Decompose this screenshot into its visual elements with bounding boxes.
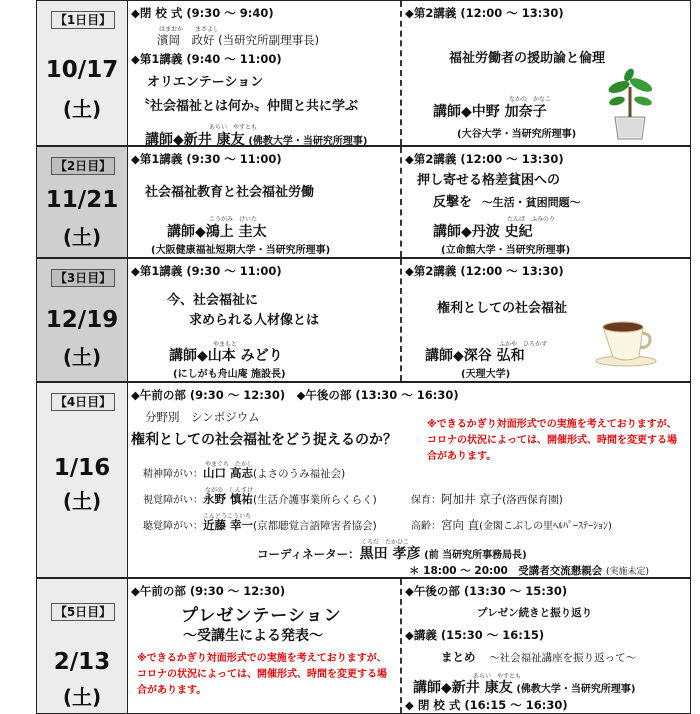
notice: ※できるかぎり対面形式での実施を考えておりますが、コロナの状況によっては、開催形式、時間を変更する場合があります。 bbox=[427, 419, 677, 462]
session-item: プレゼン続きと振り返り bbox=[477, 607, 593, 619]
lecturer-name: 新井 康友 bbox=[451, 680, 513, 696]
day-row-4 bbox=[36, 382, 691, 578]
session-time: ◆第2講義 (12:00 ～ 13:30) bbox=[405, 6, 564, 20]
session-time: ◆閉 校 式 (9:30 ～ 9:40) bbox=[131, 6, 274, 20]
panel-name: 宮向 直 bbox=[441, 518, 480, 532]
session-time: ◆第1講義 (9:30 ～ 11:00) bbox=[131, 264, 282, 278]
panelist bbox=[143, 517, 377, 533]
day-row-3 bbox=[36, 258, 691, 382]
panel-name: 阿加井 京子 bbox=[441, 492, 503, 506]
panel-org: (京都聴覚言語障害者協会) bbox=[253, 520, 377, 532]
affiliation: (佛教大学・当研究所理事) bbox=[248, 136, 368, 147]
ruby: あらい やすとも bbox=[473, 673, 522, 680]
presentation-subtitle: ～受講生による発表～ bbox=[183, 628, 323, 644]
social-time: ＊ 18:00 ～ 20:00 受講者交流懇親会 bbox=[409, 565, 603, 577]
lecturer-name: 中野 加奈子 bbox=[471, 104, 547, 120]
date-cell bbox=[37, 259, 128, 381]
lecturer-prefix: 講師◆ bbox=[433, 224, 472, 240]
lecture-title: 〝社会福祉とは何か〟仲間と共に学ぶ bbox=[137, 99, 359, 114]
date: 2/13 bbox=[53, 649, 111, 675]
panel-org: (金閣こぶしの里ﾍﾙﾊﾟｰｽﾃｰｼｮﾝ) bbox=[479, 521, 612, 532]
divider bbox=[400, 259, 402, 381]
lecturer-line bbox=[169, 345, 283, 365]
session-time: ◆第1講義 (9:30 ～ 11:00) bbox=[131, 152, 282, 166]
panel-name: 山口 高志 bbox=[203, 466, 254, 480]
ruby: あらい やすとも bbox=[209, 124, 258, 131]
panel-field: 精神障がい： bbox=[143, 469, 203, 480]
lecture-subtitle: ～生活・貧困問題～ bbox=[481, 196, 581, 209]
affiliation: (にしがも舟山庵 施設長) bbox=[173, 369, 286, 380]
ruby: はまおか bbox=[159, 26, 184, 33]
day-label: 【2日目】 bbox=[51, 157, 115, 175]
affiliation: (天理大学) bbox=[461, 369, 511, 380]
session-kind: 分野別 シンポジウム bbox=[145, 410, 260, 424]
panel-field: 高齢： bbox=[411, 521, 441, 532]
session-time: ◆講義 (15:30 ～ 16:15) bbox=[405, 628, 545, 642]
session-item bbox=[441, 649, 636, 665]
summary-title: まとめ bbox=[441, 650, 476, 664]
lecturer-line bbox=[167, 221, 267, 241]
ruby: やまぐち たかし bbox=[205, 461, 254, 468]
date: 10/17 bbox=[45, 57, 119, 83]
ruby: なかの かなこ bbox=[509, 96, 552, 103]
lecturer-name: 深谷 弘和 bbox=[463, 348, 525, 364]
affiliation: (佛教大学・当研究所理事) bbox=[516, 684, 636, 695]
panelist bbox=[143, 465, 345, 481]
panel-org: (生活介護事業所らくらく) bbox=[253, 494, 377, 506]
date-cell bbox=[37, 147, 128, 257]
weekday: (土) bbox=[62, 685, 102, 709]
date-cell bbox=[37, 1, 128, 145]
day-label: 【5日目】 bbox=[51, 603, 115, 621]
day-label: 【3日目】 bbox=[51, 269, 115, 287]
summary-subtitle: ～社会福祉講座を振り返って～ bbox=[489, 652, 637, 664]
closing-ceremony: ◆ 閉 校 式 (16:15 ～ 16:30) bbox=[405, 698, 568, 712]
lecture-title: 求められる人材像とは bbox=[189, 313, 320, 328]
ruby: たんば ふみのり bbox=[507, 216, 556, 223]
affiliation: (大谷大学・当研究所理事) bbox=[457, 129, 577, 140]
panelist bbox=[143, 491, 377, 507]
panel-name: 永野 慎祐 bbox=[203, 492, 254, 506]
lecturer-prefix: 講師◆ bbox=[413, 680, 452, 696]
lecturer-prefix: 講師◆ bbox=[145, 132, 184, 148]
day-row-1 bbox=[36, 0, 691, 146]
divider bbox=[400, 1, 402, 145]
lecture-title: 今、社会福祉に bbox=[167, 293, 259, 308]
day-label: 【4日目】 bbox=[51, 393, 115, 411]
notice: ※できるかぎり対面形式での実施を考えておりますが、コロナの状況によっては、開催形式、時間を変更する場合があります。 bbox=[137, 653, 387, 696]
social-note: (実施未定) bbox=[605, 567, 649, 577]
lecture-title: 反撃を bbox=[433, 195, 473, 210]
lecture-title: オリエンテーション bbox=[147, 75, 264, 90]
day-row-2 bbox=[36, 146, 691, 258]
lecture-title: 社会福祉教育と社会福祉労働 bbox=[145, 185, 315, 200]
affiliation: (立命館大学・当研究所理事) bbox=[441, 245, 571, 256]
social-event bbox=[409, 563, 649, 578]
weekday: (土) bbox=[62, 97, 102, 121]
ruby: こうがみ けいた bbox=[209, 216, 258, 223]
ruby: やまもと bbox=[213, 341, 238, 348]
session-time: ◆第2講義 (12:00 ～ 13:30) bbox=[405, 264, 564, 278]
plant-illustration bbox=[603, 67, 657, 141]
course-schedule bbox=[36, 0, 693, 714]
coordinator-affiliation: (前 当研究所事務局長) bbox=[424, 550, 527, 561]
divider bbox=[400, 579, 402, 713]
lecturer-line bbox=[433, 101, 547, 121]
date-cell bbox=[37, 579, 128, 713]
weekday: (土) bbox=[62, 489, 102, 513]
panelist bbox=[411, 491, 563, 507]
lecturer-name: 丹波 史紀 bbox=[471, 224, 533, 240]
session-time: ◆第2講義 (12:00 ～ 13:30) bbox=[405, 152, 564, 166]
lecture-title-line bbox=[433, 191, 581, 210]
ruby: くろだ たかひこ bbox=[361, 539, 410, 546]
lecturer-name: 鴻上 圭太 bbox=[205, 224, 267, 240]
lecturer-line bbox=[413, 677, 635, 697]
ruby: ふかや ひろかず bbox=[499, 341, 548, 348]
session-time: ◆午後の部 (13:30 ～ 15:30) bbox=[405, 584, 568, 598]
panel-field: 保育： bbox=[411, 495, 441, 506]
lecture-title: 押し寄せる格差貧困への bbox=[417, 173, 561, 188]
coordinator-line bbox=[257, 543, 527, 563]
panel-field: 聴覚障がい： bbox=[143, 521, 203, 532]
divider bbox=[400, 147, 402, 257]
date: 11/21 bbox=[45, 187, 119, 213]
lecture-title: 権利としての社会福祉 bbox=[437, 301, 568, 316]
panel-org: (洛西保育園) bbox=[502, 494, 563, 506]
lecturer-name: 山本 みどり bbox=[207, 348, 283, 364]
weekday: (土) bbox=[62, 225, 102, 249]
day-label: 【1日目】 bbox=[51, 11, 115, 29]
lecturer-prefix: 講師◆ bbox=[425, 348, 464, 364]
coordinator-label: コーディネーター： bbox=[257, 547, 360, 561]
date: 1/16 bbox=[53, 455, 111, 481]
coordinator-name: 黒田 孝彦 bbox=[359, 546, 421, 562]
lecturer-line bbox=[433, 221, 533, 241]
lecturer-prefix: 講師◆ bbox=[433, 104, 472, 120]
day-row-5 bbox=[36, 578, 691, 714]
coffee-cup-illustration bbox=[593, 317, 659, 367]
lecturer-prefix: 講師◆ bbox=[167, 224, 206, 240]
session-time: ◆午前の部 (9:30 ～ 12:30) bbox=[131, 584, 286, 598]
presentation-title: プレゼンテーション bbox=[181, 606, 342, 626]
affiliation: (大阪健康福祉短期大学・当研究所理事) bbox=[151, 245, 331, 256]
symposium-title: 権利としての社会福祉をどう捉えるのか？ bbox=[131, 432, 397, 448]
panel-org: (よさのうみ福祉会) bbox=[253, 468, 346, 480]
lecturer-prefix: 講師◆ bbox=[169, 348, 208, 364]
date: 12/19 bbox=[45, 307, 119, 333]
ruby: ながの しんすけ bbox=[205, 487, 254, 494]
session-time: ◆第1講義 (9:40 ～ 11:00) bbox=[131, 52, 282, 66]
weekday: (土) bbox=[62, 345, 102, 369]
lecturer-name: 新井 康友 bbox=[183, 132, 245, 148]
lecture-title: 福祉労働者の援助論と倫理 bbox=[449, 51, 606, 66]
lecturer-line bbox=[425, 345, 525, 365]
session-time: ◆午前の部 (9:30 ～ 12:30) ◆午後の部 (13:30 ～ 16:30) bbox=[131, 388, 459, 402]
panelist bbox=[411, 517, 612, 533]
panel-field: 視覚障がい： bbox=[143, 495, 203, 506]
ruby: まさよし bbox=[195, 26, 220, 33]
panel-name: 近藤 幸一 bbox=[203, 518, 254, 532]
speaker: 濱岡 政好 (当研究所副理事長) bbox=[157, 33, 320, 47]
ruby: こんどうこういち bbox=[203, 513, 252, 520]
date-cell bbox=[37, 383, 128, 577]
